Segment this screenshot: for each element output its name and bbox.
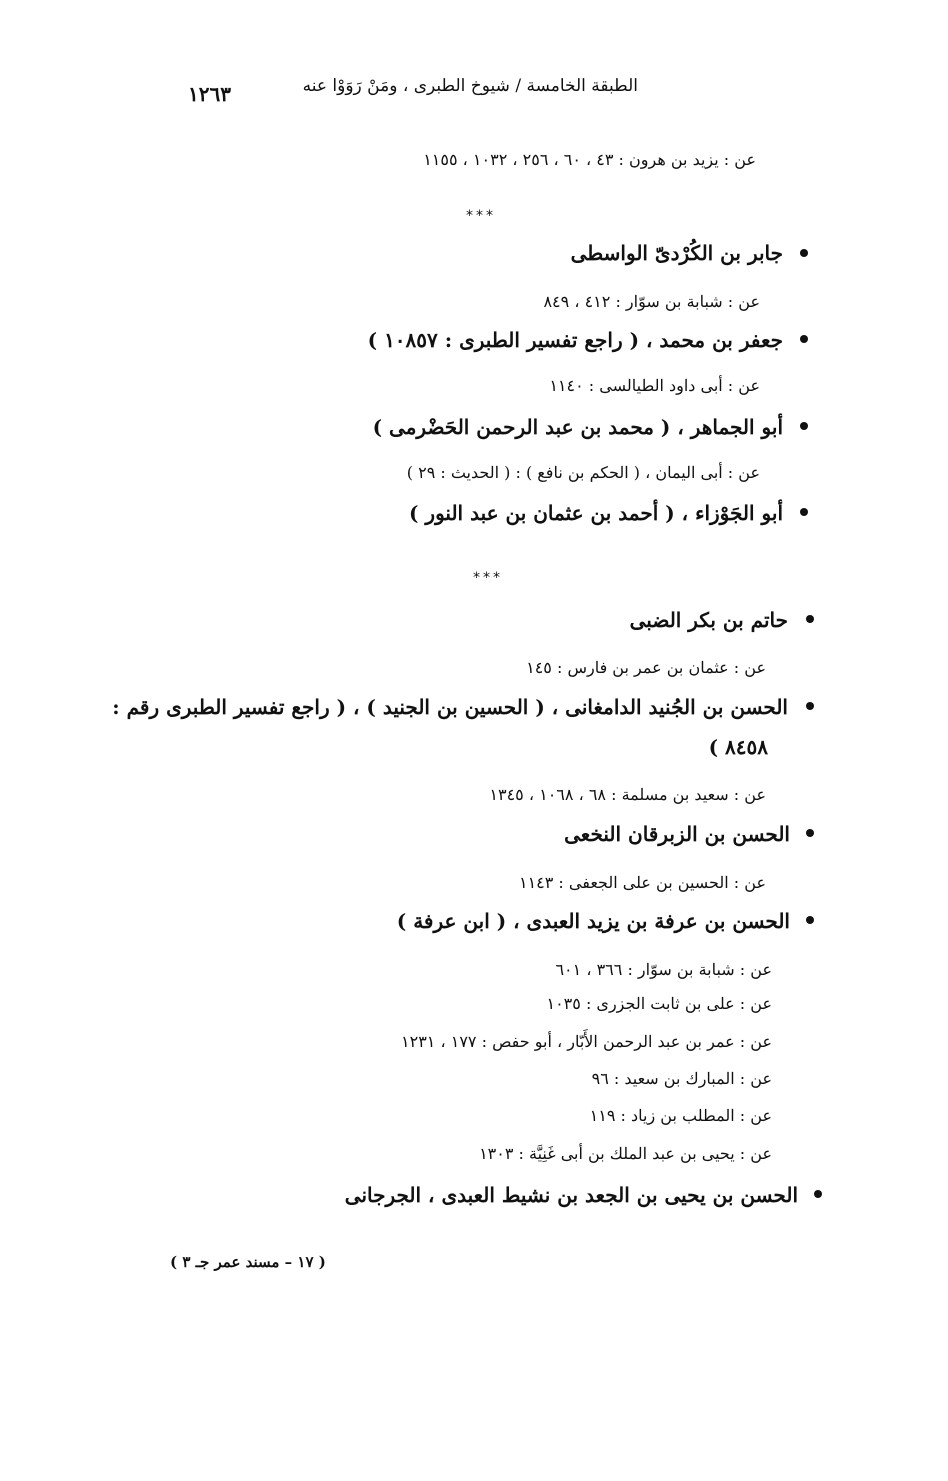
citation-line: عن : يزيد بن هرون : ٤٣ ، ٦٠ ، ٢٥٦ ، ١٠٣٢ ، ١١٥٥	[423, 150, 756, 169]
section-separator: ***	[473, 570, 503, 586]
entry-name: جابر بن الكُرْدىّ الواسطى	[570, 241, 783, 265]
entry-name: الحسن بن الزبرقان النخعى	[564, 822, 790, 846]
entry-name: جعفر بن محمد ، ( راجع تفسير الطبرى : ١٠٨٥٧ )	[367, 328, 783, 352]
citation-line: عن : على بن ثابت الجزرى : ١٠٣٥	[546, 994, 772, 1013]
page-number: ١٢٦٣	[188, 82, 231, 106]
bullet-icon	[814, 1190, 822, 1198]
citation-line: عن : عمر بن عبد الرحمن الأَبّار ، أبو حفص : ١٧٧ ، ١٢٣١	[401, 1032, 772, 1051]
bullet-icon	[800, 335, 808, 343]
bullet-icon	[800, 249, 808, 257]
bullet-icon	[806, 702, 814, 710]
entry-name: الحسن بن عرفة بن يزيد العبدى ، ( ابن عرفة )	[396, 909, 790, 933]
citation-line: عن : عثمان بن عمر بن فارس : ١٤٥	[526, 658, 766, 677]
bullet-icon	[806, 829, 814, 837]
citation-line: عن : أبى داود الطيالسى : ١١٤٠	[549, 376, 760, 395]
entry-name: أبو الجَوْزاء ، ( أحمد بن عثمان بن عبد النور )	[409, 501, 783, 525]
citation-line: عن : أبى اليمان ، ( الحكم بن نافع ) : ( الحديث : ٢٩ )	[406, 463, 760, 482]
citation-line: عن : الحسين بن على الجعفى : ١١٤٣	[518, 873, 766, 892]
bullet-icon	[806, 916, 814, 924]
entry-name: الحسن بن يحيى بن الجعد بن نشيط العبدى ، الجرجانى	[344, 1183, 798, 1207]
citation-line: عن : شبابة بن سوّار : ٤١٢ ، ٨٤٩	[543, 292, 760, 311]
running-header: الطبقة الخامسة / شيوخ الطبرى ، ومَنْ رَوَوْا عنه	[302, 76, 638, 96]
entry-name: الحسن بن الجُنيد الدامغانى ، ( الحسين بن الجنيد ) ، ( راجع تفسير الطبرى رقم :	[112, 695, 788, 719]
bullet-icon	[800, 422, 808, 430]
entry-name: حاتم بن بكر الضبى	[629, 608, 788, 632]
citation-line: عن : يحيى بن عبد الملك بن أبى غَنِيَّة : ١٣٠٣	[479, 1144, 772, 1163]
citation-line: عن : المبارك بن سعيد : ٩٦	[591, 1069, 772, 1088]
bullet-icon	[806, 615, 814, 623]
entry-name-continuation: ٨٤٥٨ )	[708, 735, 768, 759]
citation-line: عن : سعيد بن مسلمة : ٦٨ ، ١٠٦٨ ، ١٣٤٥	[489, 785, 766, 804]
section-separator: ***	[466, 208, 496, 224]
bullet-icon	[800, 508, 808, 516]
citation-line: عن : شبابة بن سوّار : ٣٦٦ ، ٦٠١	[555, 960, 772, 979]
page-footer: ( ١٧ – مسند عمر جـ ٣ )	[170, 1253, 326, 1271]
citation-line: عن : المطلب بن زياد : ١١٩	[589, 1106, 772, 1125]
entry-name: أبو الجماهر ، ( محمد بن عبد الرحمن الحَضْرمى )	[372, 415, 783, 439]
